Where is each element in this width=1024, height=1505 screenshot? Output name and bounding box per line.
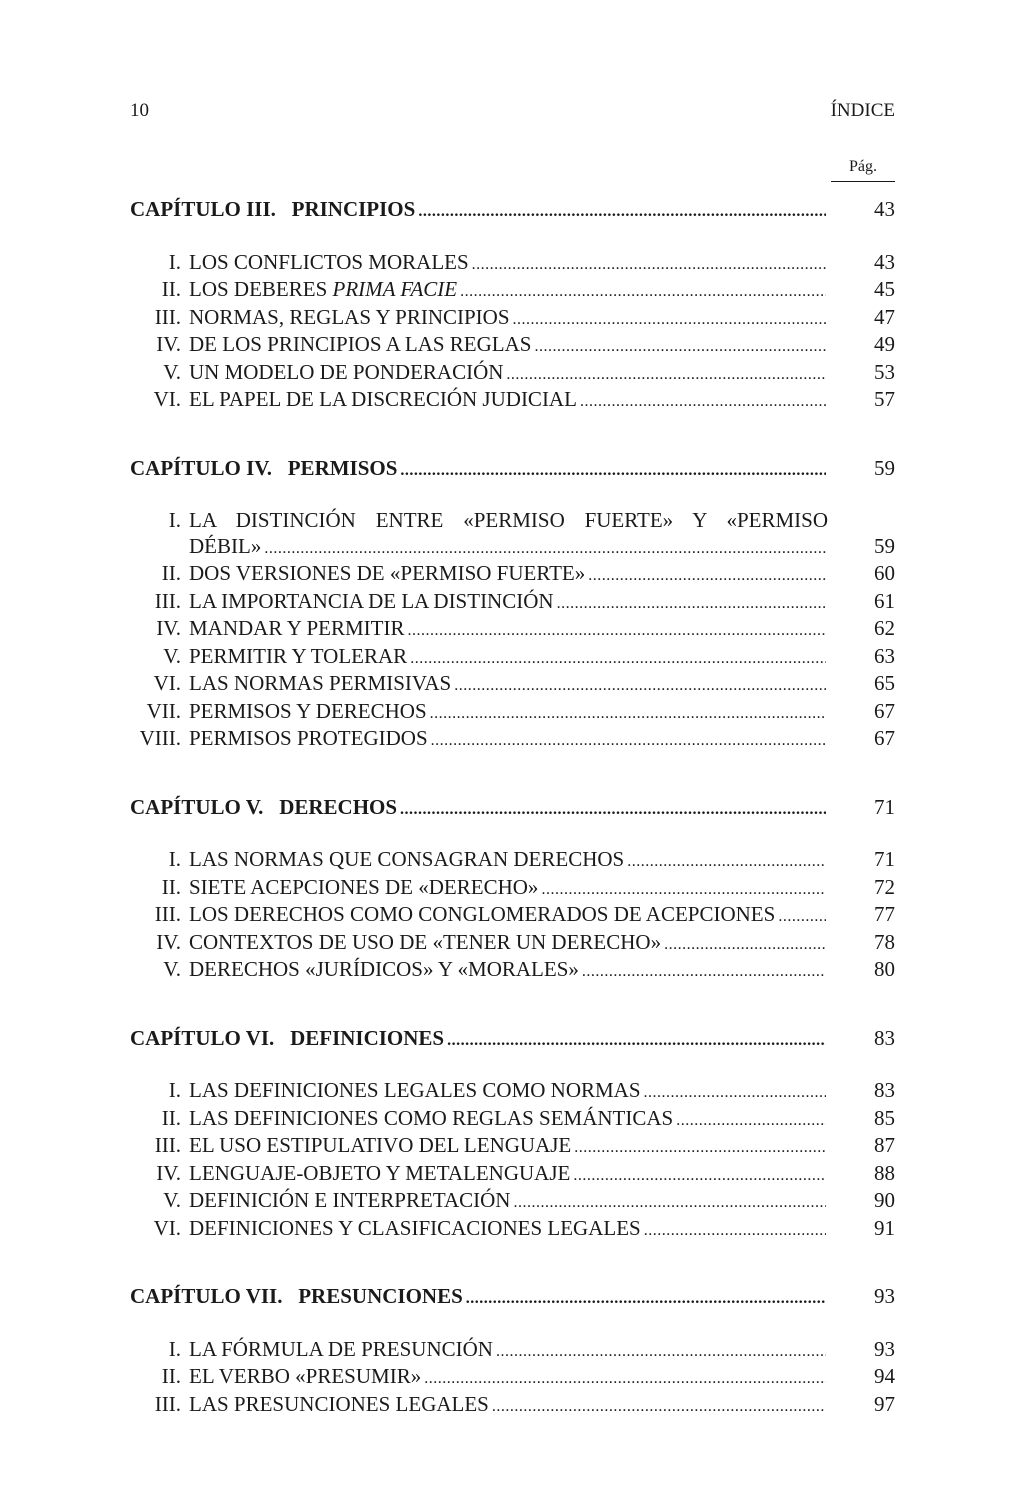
dot-leader — [588, 563, 826, 589]
section-title: LA FÓRMULA DE PRESUNCIÓN — [189, 1336, 493, 1361]
chapter-heading-body — [130, 456, 828, 484]
section-page-number: 90 — [874, 1188, 895, 1212]
section-title: EL VERBO «PRESUMIR» — [189, 1364, 422, 1388]
section-title: LOS DERECHOS COMO CONGLOMERADOS DE ACEPCIONES — [189, 902, 776, 926]
dot-leader — [627, 849, 826, 875]
section-entry — [130, 1133, 895, 1161]
section-numeral: VIII. — [139, 726, 181, 750]
chapter-heading — [130, 197, 895, 225]
section-page-number: 65 — [874, 671, 895, 695]
section-numeral: II. — [161, 277, 181, 301]
section-page-number: 61 — [874, 588, 895, 613]
section-page-number: 47 — [874, 304, 895, 329]
section-body — [189, 1216, 828, 1244]
section-entry — [130, 726, 895, 754]
section-title: LAS PRESUNCIONES LEGALES — [189, 1391, 489, 1416]
section-entry — [130, 250, 895, 278]
section-entry — [130, 387, 895, 415]
page-number: 10 — [130, 100, 149, 121]
dot-leader — [407, 618, 826, 644]
section-body — [189, 616, 828, 644]
dot-leader — [472, 252, 826, 278]
section-entry — [130, 589, 895, 617]
dot-leader — [573, 1163, 826, 1189]
section-numeral: IV. — [156, 616, 181, 640]
section-entry — [130, 847, 895, 875]
section-numeral: I. — [168, 508, 181, 532]
section-entry — [130, 332, 895, 360]
section-body — [189, 561, 828, 589]
dot-leader — [506, 362, 826, 388]
dot-leader — [424, 1366, 826, 1392]
section-title: EL PAPEL DE LA DISCRECIÓN JUDICIAL — [189, 387, 577, 411]
section-page-number: 43 — [874, 249, 895, 274]
section-title: LAS NORMAS QUE CONSAGRAN DERECHOS — [189, 847, 625, 871]
section-body — [189, 1161, 828, 1189]
chapter-heading-text — [130, 197, 415, 223]
chapter-heading-text — [130, 795, 397, 821]
section-title-italic: PRIMA FACIE — [332, 277, 458, 301]
section-title: CONTEXTOS DE USO DE «TENER UN DERECHO» — [189, 929, 662, 954]
section-body — [189, 1364, 828, 1392]
dot-leader — [644, 1218, 826, 1244]
section-numeral: II. — [161, 1105, 181, 1130]
section-body — [189, 957, 828, 985]
dot-leader — [580, 389, 826, 415]
section-numeral: III. — [154, 1133, 181, 1157]
section-title: SIETE ACEPCIONES DE «DERECHO» — [189, 874, 539, 899]
section-body — [189, 508, 828, 534]
section-numeral: II. — [161, 1364, 181, 1388]
section-entry — [130, 1106, 895, 1134]
chapter-title: PRINCIPIOS — [291, 197, 416, 221]
section-body — [189, 1106, 828, 1134]
section-numeral: II. — [161, 874, 181, 899]
section-page-number: 97 — [874, 1391, 895, 1416]
section-page-number: 88 — [874, 1160, 895, 1185]
section-entry — [130, 699, 895, 727]
section-numeral: V. — [163, 643, 181, 668]
section-entry — [130, 902, 895, 930]
chapter-heading-body — [130, 1026, 828, 1054]
section-title: LOS DEBERES PRIMA FACIE — [189, 277, 458, 301]
section-numeral: I. — [168, 1336, 181, 1361]
section-body — [189, 277, 828, 305]
section-entry — [130, 508, 895, 534]
section-title: MANDAR Y PERMITIR — [189, 616, 405, 640]
section-body — [189, 1392, 828, 1420]
section-page-number: 91 — [874, 1215, 895, 1240]
section-title: PERMISOS PROTEGIDOS — [189, 726, 428, 750]
section-entry — [130, 1161, 895, 1189]
section-title-line2: DÉBIL» — [189, 533, 262, 558]
chapter-heading — [130, 456, 895, 484]
running-head — [130, 100, 895, 122]
section-title: LAS DEFINICIONES COMO REGLAS SEMÁNTICAS — [189, 1105, 674, 1130]
dot-leader — [496, 1339, 826, 1365]
chapter-heading-text — [130, 456, 397, 482]
section-body — [189, 534, 828, 562]
section-page-number: 59 — [874, 533, 895, 558]
dot-leader — [644, 1080, 826, 1106]
toc-chapter — [130, 1284, 895, 1419]
dot-leader — [400, 458, 826, 484]
section-page-number: 62 — [874, 616, 895, 640]
section-page-number: 77 — [874, 902, 895, 926]
section-body — [189, 875, 828, 903]
section-body — [189, 699, 828, 727]
section-page-number: 60 — [874, 561, 895, 585]
dot-leader — [460, 279, 826, 305]
section-numeral: VI. — [153, 671, 181, 695]
dot-leader — [541, 877, 826, 903]
section-page-number: 72 — [874, 874, 895, 899]
section-body — [189, 1078, 828, 1106]
dot-leader — [492, 1394, 826, 1420]
chapter-page-number: 71 — [874, 794, 895, 819]
chapter-heading-body — [130, 795, 828, 823]
section-numeral: V. — [163, 1188, 181, 1212]
chapter-number: CAPÍTULO VI. — [130, 1025, 291, 1050]
section-body — [189, 930, 828, 958]
section-title: NORMAS, REGLAS Y PRINCIPIOS — [189, 304, 510, 329]
section-entry — [130, 1364, 895, 1392]
section-numeral: II. — [161, 561, 181, 585]
section-entry — [130, 1188, 895, 1216]
section-body — [189, 387, 828, 415]
section-numeral: VI. — [153, 1215, 181, 1240]
dot-leader — [418, 199, 826, 225]
section-entry — [130, 360, 895, 388]
section-numeral: VI. — [153, 387, 181, 411]
chapter-title: PERMISOS — [287, 455, 398, 480]
section-entry — [130, 930, 895, 958]
section-body — [189, 1133, 828, 1161]
section-numeral: III. — [154, 902, 181, 926]
section-entry — [130, 1392, 895, 1420]
chapter-page-number: 59 — [874, 455, 895, 480]
section-page-number: 83 — [874, 1078, 895, 1102]
section-page-number: 80 — [874, 957, 895, 981]
section-entry — [130, 875, 895, 903]
chapter-heading-text — [130, 1284, 463, 1310]
section-title: LA IMPORTANCIA DE LA DISTINCIÓN — [189, 588, 554, 613]
chapter-page-number: 43 — [874, 197, 895, 221]
dot-leader — [430, 701, 826, 727]
section-body — [189, 847, 828, 875]
dot-leader — [513, 1190, 826, 1216]
dot-leader — [582, 959, 826, 985]
section-page-number: 93 — [874, 1336, 895, 1361]
toc-chapter — [130, 795, 895, 985]
section-page-number: 94 — [874, 1364, 895, 1388]
chapter-heading-body — [130, 1284, 828, 1312]
section-page-number: 85 — [874, 1105, 895, 1130]
dot-leader — [676, 1108, 826, 1134]
section-numeral: VII. — [146, 698, 181, 723]
toc-chapter — [130, 197, 895, 415]
chapter-title: PRESUNCIONES — [298, 1284, 463, 1308]
chapter-heading-body — [130, 197, 828, 225]
chapter-title: DEFINICIONES — [290, 1025, 445, 1050]
section-entry — [130, 277, 895, 305]
section-page-number: 45 — [874, 277, 895, 301]
section-title: PERMISOS Y DERECHOS — [189, 698, 427, 723]
dot-leader — [454, 673, 826, 699]
page-column-label: Pág. — [831, 158, 895, 182]
chapter-title: DERECHOS — [279, 794, 398, 819]
section-page-number: 67 — [874, 726, 895, 750]
section-numeral: I. — [168, 1078, 181, 1102]
dot-leader — [410, 646, 826, 672]
section-title: DOS VERSIONES DE «PERMISO FUERTE» — [189, 561, 586, 585]
section-body — [189, 902, 828, 930]
toc-chapter — [130, 456, 895, 754]
table-of-contents — [130, 197, 895, 1419]
dot-leader — [534, 334, 826, 360]
section-entry — [130, 616, 895, 644]
section-title: PERMITIR Y TOLERAR — [189, 643, 408, 668]
chapter-heading-text — [130, 1026, 444, 1052]
section-body — [189, 1337, 828, 1365]
section-body — [189, 726, 828, 754]
chapter-heading — [130, 1284, 895, 1312]
section-numeral: IV. — [156, 332, 181, 356]
section-body — [189, 644, 828, 672]
chapter-heading — [130, 795, 895, 823]
dot-leader — [513, 307, 827, 333]
section-numeral: III. — [154, 588, 181, 613]
dot-leader — [400, 797, 826, 823]
section-page-number: 57 — [874, 387, 895, 411]
section-body — [189, 305, 828, 333]
chapter-page-number: 83 — [874, 1025, 895, 1050]
section-entry — [130, 671, 895, 699]
chapter-heading — [130, 1026, 895, 1054]
section-title: LOS CONFLICTOS MORALES — [189, 249, 469, 274]
section-title: DERECHOS «JURÍDICOS» Y «MORALES» — [189, 957, 579, 981]
section-entry — [130, 644, 895, 672]
section-numeral: IV. — [156, 1160, 181, 1185]
section-entry — [130, 305, 895, 333]
section-page-number: 71 — [874, 847, 895, 871]
section-page-number: 63 — [874, 643, 895, 668]
section-title-line1: LA DISTINCIÓN ENTRE «PERMISO FUERTE» Y «PERMISO — [189, 508, 828, 532]
chapter-number: CAPÍTULO V. — [130, 794, 280, 819]
section-numeral: III. — [154, 1391, 181, 1416]
section-numeral: I. — [168, 249, 181, 274]
section-title: DEFINICIONES Y CLASIFICACIONES LEGALES — [189, 1215, 641, 1240]
chapter-page-number: 93 — [874, 1284, 895, 1308]
dot-leader — [664, 932, 826, 958]
section-entry — [130, 1078, 895, 1106]
section-title: LENGUAJE-OBJETO Y METALENGUAJE — [189, 1160, 571, 1185]
section-page-number: 49 — [874, 332, 895, 356]
dot-leader — [431, 728, 826, 754]
section-body — [189, 671, 828, 699]
chapter-number: CAPÍTULO IV. — [130, 455, 288, 480]
section-numeral: III. — [154, 304, 181, 329]
section-entry — [130, 957, 895, 985]
section-title: DE LOS PRINCIPIOS A LAS REGLAS — [189, 332, 532, 356]
section-title: EL USO ESTIPULATIVO DEL LENGUAJE — [189, 1133, 572, 1157]
section-title: DEFINICIÓN E INTERPRETACIÓN — [189, 1188, 511, 1212]
section-body — [189, 1188, 828, 1216]
section-body — [189, 250, 828, 278]
section-body — [189, 589, 828, 617]
section-entry-continuation — [130, 534, 895, 562]
section-numeral: IV. — [156, 929, 181, 954]
dot-leader — [447, 1028, 826, 1054]
toc-chapter — [130, 1026, 895, 1244]
dot-leader — [557, 591, 826, 617]
section-title: UN MODELO DE PONDERACIÓN — [189, 359, 504, 384]
dot-leader — [466, 1286, 826, 1312]
dot-leader — [778, 904, 826, 930]
section-body — [189, 332, 828, 360]
section-numeral: V. — [163, 359, 181, 384]
section-entry — [130, 561, 895, 589]
section-numeral: I. — [168, 847, 181, 871]
running-title: ÍNDICE — [830, 100, 895, 121]
dot-leader — [264, 536, 826, 562]
section-page-number: 78 — [874, 929, 895, 954]
chapter-number: CAPÍTULO III. — [130, 197, 292, 221]
section-body — [189, 360, 828, 388]
section-page-number: 87 — [874, 1133, 895, 1157]
dot-leader — [574, 1135, 826, 1161]
section-entry — [130, 1216, 895, 1244]
chapter-number: CAPÍTULO VII. — [130, 1284, 299, 1308]
section-page-number: 67 — [874, 698, 895, 723]
section-entry — [130, 1337, 895, 1365]
section-page-number: 53 — [874, 359, 895, 384]
section-title: LAS DEFINICIONES LEGALES COMO NORMAS — [189, 1078, 641, 1102]
section-title: LAS NORMAS PERMISIVAS — [189, 671, 452, 695]
section-numeral: V. — [163, 957, 181, 981]
